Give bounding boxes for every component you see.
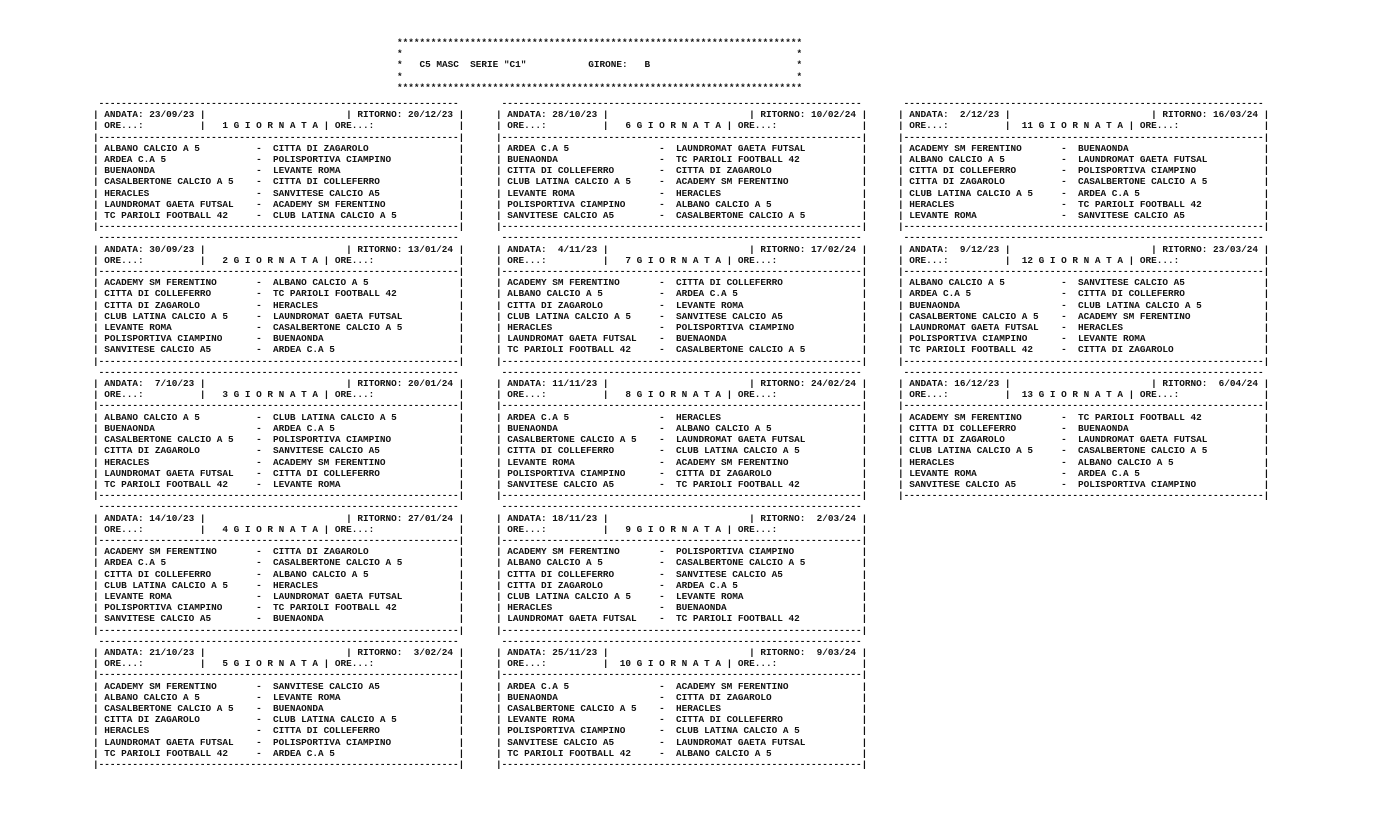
- round-3-schedule: ---------------------------------------------------------------- | ANDATA: 7/10/23 | | RITORNO: 20/01/24 | | ORE...: | 3 G I O R N A T A | ORE...: | |----------------------------------------------------------------| | ALBANO CALCIO A 5 - CLUB LATINA CALCIO A 5 | | BUENAONDA - ARDEA C.A 5 | | CASALBERTONE CALCIO A 5 - POLISPORTIVA CIAMPINO | | CITTA DI ZAGAROLO - SANVITESE CALCIO A5 | | HERACLES - ACADEMY SM FERENTINO | | LAUNDROMAT GAETA FUTSAL - CITTA DI COLLEFERRO | | TC PARIOLI FOOTBALL 42 - LEVANTE ROMA | |----------------------------------------------------------------|: [93, 366, 465, 502]
- round-9-schedule: ---------------------------------------------------------------- | ANDATA: 18/11/23 | | RITORNO: 2/03/24 | | ORE...: | 9 G I O R N A T A | ORE...: | |----------------------------------------------------------------| | ACADEMY SM FERENTINO - POLISPORTIVA CIAMPINO | | ALBANO CALCIO A 5 - CASALBERTONE CALCIO A 5 | | CITTA DI COLLEFERRO - SANVITESE CALCIO A5 | | CITTA DI ZAGAROLO - ARDEA C.A 5 | | CLUB LATINA CALCIO A 5 - LEVANTE ROMA | | HERACLES - BUENAONDA | | LAUNDROMAT GAETA FUTSAL - TC PARIOLI FOOTBALL 42 | |----------------------------------------------------------------|: [496, 501, 868, 636]
- championship-header: ************************************************************************ * * * C5 MASC SERIE "C1" GIRONE: B * * * ************************************************************************: [397, 37, 803, 93]
- rounds-column-2: [496, 98, 867, 770]
- round-1-schedule: ---------------------------------------------------------------- | ANDATA: 23/09/23 | | RITORNO: 20/12/23 | | ORE...: | 1 G I O R N A T A | ORE...: | |----------------------------------------------------------------| | ALBANO CALCIO A 5 - CITTA DI ZAGAROLO | | ARDEA C.A 5 - POLISPORTIVA CIAMPINO | | BUENAONDA - LEVANTE ROMA | | CASALBERTONE CALCIO A 5 - CITTA DI COLLEFERRO | | HERACLES - SANVITESE CALCIO A5 | | LAUNDROMAT GAETA FUTSAL - ACADEMY SM FERENTINO | | TC PARIOLI FOOTBALL 42 - CLUB LATINA CALCIO A 5 | |----------------------------------------------------------------|: [93, 98, 465, 233]
- round-11-schedule: ---------------------------------------------------------------- | ANDATA: 2/12/23 | | RITORNO: 16/03/24 | | ORE...: | 11 G I O R N A T A | ORE...: | |----------------------------------------------------------------| | ACADEMY SM FERENTINO - BUENAONDA | | ALBANO CALCIO A 5 - LAUNDROMAT GAETA FUTSAL | | CITTA DI COLLEFERRO - POLISPORTIVA CIAMPINO | | CITTA DI ZAGAROLO - CASALBERTONE CALCIO A 5 | | CLUB LATINA CALCIO A 5 - ARDEA C.A 5 | | HERACLES - TC PARIOLI FOOTBALL 42 | | LEVANTE ROMA - SANVITESE CALCIO A5 | |----------------------------------------------------------------|: [898, 98, 1270, 233]
- round-5-schedule: ---------------------------------------------------------------- | ANDATA: 21/10/23 | | RITORNO: 3/02/24 | | ORE...: | 5 G I O R N A T A | ORE...: | |----------------------------------------------------------------| | ACADEMY SM FERENTINO - SANVITESE CALCIO A5 | | ALBANO CALCIO A 5 - LEVANTE ROMA | | CASALBERTONE CALCIO A 5 - BUENAONDA | | CITTA DI ZAGAROLO - CLUB LATINA CALCIO A 5 | | HERACLES - CITTA DI COLLEFERRO | | LAUNDROMAT GAETA FUTSAL - POLISPORTIVA CIAMPINO | | TC PARIOLI FOOTBALL 42 - ARDEA C.A 5 | |----------------------------------------------------------------|: [93, 635, 465, 770]
- round-2-schedule: ---------------------------------------------------------------- | ANDATA: 30/09/23 | | RITORNO: 13/01/24 | | ORE...: | 2 G I O R N A T A | ORE...: | |----------------------------------------------------------------| | ACADEMY SM FERENTINO - ALBANO CALCIO A 5 | | CITTA DI COLLEFERRO - TC PARIOLI FOOTBALL 42 | | CITTA DI ZAGAROLO - HERACLES | | CLUB LATINA CALCIO A 5 - LAUNDROMAT GAETA FUTSAL | | LEVANTE ROMA - CASALBERTONE CALCIO A 5 | | POLISPORTIVA CIAMPINO - BUENAONDA | | SANVITESE CALCIO A5 - ARDEA C.A 5 | |----------------------------------------------------------------|: [93, 232, 465, 367]
- rounds-column-1: [93, 98, 464, 770]
- round-8-schedule: ---------------------------------------------------------------- | ANDATA: 11/11/23 | | RITORNO: 24/02/24 | | ORE...: | 8 G I O R N A T A | ORE...: | |----------------------------------------------------------------| | ARDEA C.A 5 - HERACLES | | BUENAONDA - ALBANO CALCIO A 5 | | CASALBERTONE CALCIO A 5 - LAUNDROMAT GAETA FUTSAL | | CITTA DI COLLEFERRO - CLUB LATINA CALCIO A 5 | | LEVANTE ROMA - ACADEMY SM FERENTINO | | POLISPORTIVA CIAMPINO - CITTA DI ZAGAROLO | | SANVITESE CALCIO A5 - TC PARIOLI FOOTBALL 42 | |----------------------------------------------------------------|: [496, 366, 868, 502]
- round-12-schedule: ---------------------------------------------------------------- | ANDATA: 9/12/23 | | RITORNO: 23/03/24 | | ORE...: | 12 G I O R N A T A | ORE...: | |----------------------------------------------------------------| | ALBANO CALCIO A 5 - SANVITESE CALCIO A5 | | ARDEA C.A 5 - CITTA DI COLLEFERRO | | BUENAONDA - CLUB LATINA CALCIO A 5 | | CASALBERTONE CALCIO A 5 - ACADEMY SM FERENTINO | | LAUNDROMAT GAETA FUTSAL - HERACLES | | POLISPORTIVA CIAMPINO - LEVANTE ROMA | | TC PARIOLI FOOTBALL 42 - CITTA DI ZAGAROLO | |----------------------------------------------------------------|: [898, 232, 1270, 367]
- rounds-column-3: [898, 98, 1269, 501]
- round-7-schedule: ---------------------------------------------------------------- | ANDATA: 4/11/23 | | RITORNO: 17/02/24 | | ORE...: | 7 G I O R N A T A | ORE...: | |----------------------------------------------------------------| | ACADEMY SM FERENTINO - CITTA DI COLLEFERRO | | ALBANO CALCIO A 5 - ARDEA C.A 5 | | CITTA DI ZAGAROLO - LEVANTE ROMA | | CLUB LATINA CALCIO A 5 - SANVITESE CALCIO A5 | | HERACLES - POLISPORTIVA CIAMPINO | | LAUNDROMAT GAETA FUTSAL - BUENAONDA | | TC PARIOLI FOOTBALL 42 - CASALBERTONE CALCIO A 5 | |----------------------------------------------------------------|: [496, 232, 868, 367]
- round-4-schedule: ---------------------------------------------------------------- | ANDATA: 14/10/23 | | RITORNO: 27/01/24 | | ORE...: | 4 G I O R N A T A | ORE...: | |----------------------------------------------------------------| | ACADEMY SM FERENTINO - CITTA DI ZAGAROLO | | ARDEA C.A 5 - CASALBERTONE CALCIO A 5 | | CITTA DI COLLEFERRO - ALBANO CALCIO A 5 | | CLUB LATINA CALCIO A 5 - HERACLES | | LEVANTE ROMA - LAUNDROMAT GAETA FUTSAL | | POLISPORTIVA CIAMPINO - TC PARIOLI FOOTBALL 42 | | SANVITESE CALCIO A5 - BUENAONDA | |----------------------------------------------------------------|: [93, 501, 465, 636]
- round-6-schedule: ---------------------------------------------------------------- | ANDATA: 28/10/23 | | RITORNO: 10/02/24 | | ORE...: | 6 G I O R N A T A | ORE...: | |----------------------------------------------------------------| | ARDEA C.A 5 - LAUNDROMAT GAETA FUTSAL | | BUENAONDA - TC PARIOLI FOOTBALL 42 | | CITTA DI COLLEFERRO - CITTA DI ZAGAROLO | | CLUB LATINA CALCIO A 5 - ACADEMY SM FERENTINO | | LEVANTE ROMA - HERACLES | | POLISPORTIVA CIAMPINO - ALBANO CALCIO A 5 | | SANVITESE CALCIO A5 - CASALBERTONE CALCIO A 5 | |----------------------------------------------------------------|: [496, 98, 868, 233]
- round-13-schedule: ---------------------------------------------------------------- | ANDATA: 16/12/23 | | RITORNO: 6/04/24 | | ORE...: | 13 G I O R N A T A | ORE...: | |----------------------------------------------------------------| | ACADEMY SM FERENTINO - TC PARIOLI FOOTBALL 42 | | CITTA DI COLLEFERRO - BUENAONDA | | CITTA DI ZAGAROLO - LAUNDROMAT GAETA FUTSAL | | CLUB LATINA CALCIO A 5 - CASALBERTONE CALCIO A 5 | | HERACLES - ALBANO CALCIO A 5 | | LEVANTE ROMA - ARDEA C.A 5 | | SANVITESE CALCIO A5 - POLISPORTIVA CIAMPINO | |----------------------------------------------------------------|: [898, 366, 1270, 502]
- round-10-schedule: ---------------------------------------------------------------- | ANDATA: 25/11/23 | | RITORNO: 9/03/24 | | ORE...: | 10 G I O R N A T A | ORE...: | |----------------------------------------------------------------| | ARDEA C.A 5 - ACADEMY SM FERENTINO | | BUENAONDA - CITTA DI ZAGAROLO | | CASALBERTONE CALCIO A 5 - HERACLES | | LEVANTE ROMA - CITTA DI COLLEFERRO | | POLISPORTIVA CIAMPINO - CLUB LATINA CALCIO A 5 | | SANVITESE CALCIO A5 - LAUNDROMAT GAETA FUTSAL | | TC PARIOLI FOOTBALL 42 - ALBANO CALCIO A 5 | |----------------------------------------------------------------|: [496, 635, 868, 770]
